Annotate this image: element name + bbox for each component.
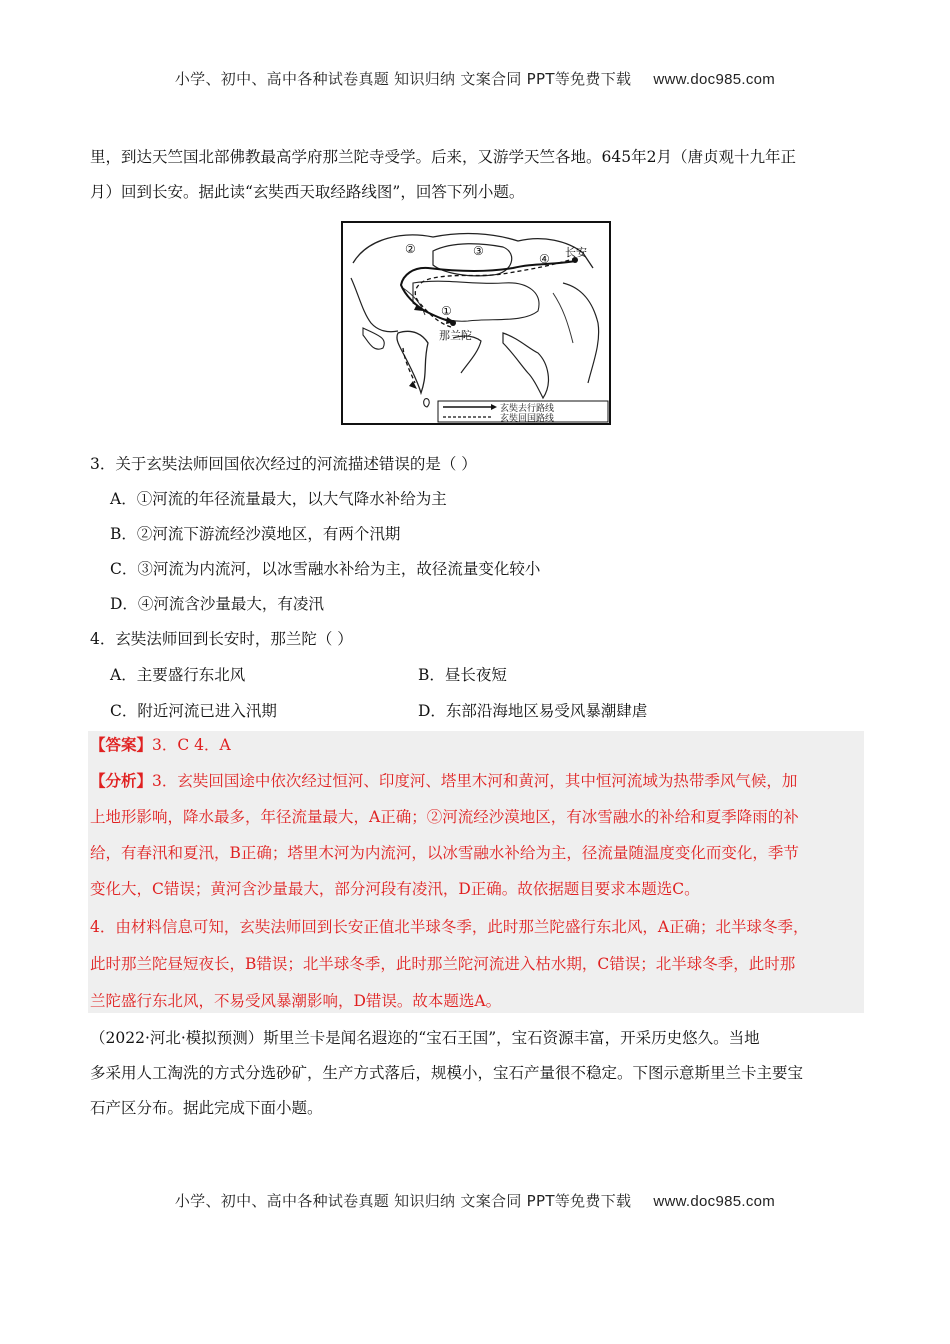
next-intro-line: （2022·河北·模拟预测）斯里兰卡是闻名遐迩的“宝石王国”，宝石资源丰富，开采历史悠久。当地 [90,1029,760,1047]
east-coast-outline [563,283,599,383]
answer-line [90,734,860,756]
indochina-outline [503,333,548,398]
xuanzang-route-map [341,221,611,425]
intro-line: 月）回到长安。据此读“玄奘西天取经路线图”，回答下列小题。 [90,183,525,201]
page-header [0,68,950,89]
footer-site-link[interactable]: www.doc985.com [653,1193,776,1210]
river-number-2: ② [405,242,416,256]
river-number-3: ③ [473,244,484,258]
intro-line: 里，到达天竺国北部佛教最高学府那兰陀寺受学。后来，又游学天竺各地。645年2月（唐贞观十九年正 [90,148,796,166]
next-question-intro [90,1021,860,1126]
analysis-line: 4．由材料信息可知，玄奘法师回到长安正值北半球冬季，此时那兰陀盛行东北风，A正确；北半球冬季， [90,918,809,936]
return-arrowhead [409,381,417,389]
answer-tag: 【答案】 [90,735,153,754]
q3-option-a: A．①河流的年径流量最大，以大气降水补给为主 [110,490,447,508]
analysis-line: 变化大，C错误；黄河含沙量最大，部分河段有凌汛，D正确。故依据题目要求本题选C。 [90,880,700,898]
q4-option-b: B．昼长夜短 [418,666,507,684]
river-number-1: ① [441,304,452,318]
legend-return-label: 玄奘回国路线 [500,414,555,423]
analysis-line [90,770,860,792]
header-site-link[interactable]: www.doc985.com [653,71,776,88]
river-line [553,293,573,343]
intro-paragraph [90,140,860,210]
analysis-text: 3．玄奘回国途中依次经过恒河、印度河、塔里木河和黄河，其中恒河流域为热带季风气候，加 [152,772,798,790]
q4-stem: 4．玄奘法师回到长安时，那兰陀（ ） [90,630,353,648]
route-map-svg [343,223,609,423]
legend-outbound-label: 玄奘去行路线 [500,404,555,414]
q4-option-c: C．附近河流已进入汛期 [110,702,277,720]
river-number-4: ④ [539,252,550,266]
answer-text: 3．C 4．A [152,736,231,754]
q4-option-d: D．东部沿海地区易受风暴潮肆虐 [418,702,648,720]
analysis-tag: 【分析】 [90,771,153,790]
q3-option-d: D．④河流含沙量最大，有凌汛 [110,595,324,613]
west-coast-outline [351,278,398,332]
page-footer [0,1190,950,1211]
sri-lanka-outline [424,399,429,407]
q3-stem: 3．关于玄奘法师回国依次经过的河流描述错误的是（ ） [90,455,477,473]
nalanda-label: 那兰陀 [439,329,472,342]
nalanda-marker [450,320,456,326]
analysis-line: 上地形影响，降水最多，年径流量最大，A正确；②河流经沙漠地区，有冰雪融水的补给和夏季降雨的补 [90,808,799,826]
next-intro-line: 石产区分布。据此完成下面小题。 [90,1099,323,1117]
arabian-peninsula-outline [363,328,384,349]
header-text: 小学、初中、高中各种试卷真题 知识归纳 文案合同 PPT等免费下载 [174,70,632,88]
analysis-line: 此时那兰陀昼短夜长，B错误；北半球冬季，此时那兰陀河流进入枯水期，C错误；北半球冬季，此时那 [90,955,796,973]
analysis-line: 兰陀盛行东北风，不易受风暴潮影响，D错误。故本题选A。 [90,992,502,1010]
analysis-line: 给，有春汛和夏汛，B正确；塔里木河为内流河，以冰雪融水补给为主，径流量随温度变化而变化，季节 [90,844,799,862]
next-intro-line: 多采用人工淘洗的方式分选砂矿，生产方式落后，规模小，宝石产量很不稳定。下图示意斯里兰卡主要宝 [90,1064,804,1082]
q3-option-c: C．③河流为内流河，以冰雪融水补给为主，故径流量变化较小 [110,560,541,578]
changan-label: 长安 [565,246,587,259]
footer-text: 小学、初中、高中各种试卷真题 知识归纳 文案合同 PPT等免费下载 [174,1192,632,1210]
q4-option-a: A．主要盛行东北风 [110,666,246,684]
q3-option-b: B．②河流下游流经沙漠地区，有两个汛期 [110,525,401,543]
